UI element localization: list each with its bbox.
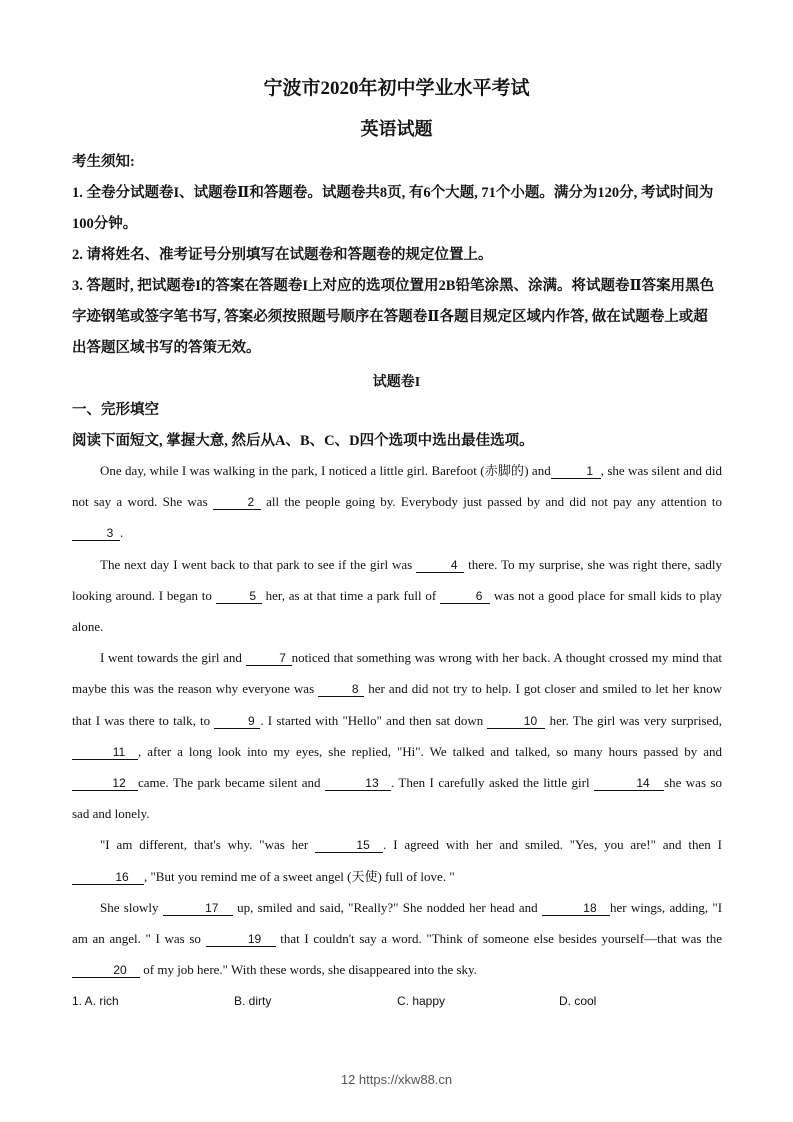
notice-item-1: 1. 全卷分试题卷I、试题卷Ⅱ和答题卷。试题卷共8页, 有6个大题, 71个小题。满分为120分, 考试时间为100分钟。 [72,185,714,232]
passage-text: her, as at that time a park full of [265,587,437,603]
answer-blank-4: 4 [416,558,464,573]
option-a: 1. A. rich [72,994,119,1008]
passage-text: "I am different, that's why. "was her [100,837,309,853]
answer-blank-16: 16 [72,870,144,885]
passage-text: there. To my surprise, she was right there, sadly looking around. I began to [72,556,723,603]
page-footer: 12 https://xkw88.cn [340,1072,453,1087]
passage-text: . [120,525,124,541]
passage-text: she was so sad and lonely. [72,775,722,822]
passage-text: . I started with "Hello" and then sat down [260,712,484,728]
passage-text: that I couldn't say a word. "Think of someone else besides yourself—that was the [280,931,722,947]
option-d: D. cool [559,994,597,1008]
answer-blank-19: 19 [206,932,276,947]
answer-blank-11: 11 [72,745,138,760]
passage-text: was not a good place for small kids to play alone. [72,587,723,635]
paper-label: 试题卷I [372,375,421,390]
passage-text: One day, while I was walking in the park, I noticed a little girl. Barefoot (赤脚的) and [100,463,551,478]
answer-blank-7: 7 [246,651,292,666]
answer-blank-15: 15 [315,838,383,853]
answer-blank-12: 12 [72,776,138,791]
answer-blank-5: 5 [216,589,262,604]
passage-text: of my job here." With these words, she disappeared into the sky. [143,962,477,978]
passage-paragraph-1 [72,455,722,549]
option-c: C. happy [397,994,446,1008]
passage-paragraph-5 [72,892,722,986]
answer-blank-6: 6 [440,589,490,604]
answer-blank-20: 20 [72,963,140,978]
passage-text: up, smiled and said, "Really?" She nodded her head and [237,899,538,915]
exam-subtitle: 英语试题 [360,119,433,139]
answer-blank-18: 18 [542,901,610,916]
answer-blank-2: 2 [213,495,261,510]
answer-blank-17: 17 [163,901,233,916]
passage-text: her and did not try to help. I got closer and smiled to let her know that I was there to talk, to [72,681,722,728]
option-b: B. dirty [234,994,272,1008]
cloze-passage [72,455,722,985]
section-heading [72,395,722,457]
notice-item-2: 2. 请将姓名、准考证号分别填写在试题卷和答题卷的规定位置上。 [72,247,493,263]
passage-text: all the people going by. Everybody just passed by and did not pay any attention to [266,494,722,510]
passage-text: , she was silent and did not say a word. She was [72,463,722,510]
passage-text: The next day I went back to that park to see if the girl was [100,556,413,572]
passage-text: her. The girl was very surprised, [549,712,723,728]
passage-text: , after a long look into my eyes, she replied, "Hi". We talked and talked, so many hours passed by and [138,743,722,759]
passage-paragraph-4 [72,829,722,891]
part-instruction: 阅读下面短文, 掌握大意, 然后从A、B、C、D四个选项中选出最佳选项。 [72,433,534,449]
passage-text: . Then I carefully asked the little girl [390,775,590,791]
passage-paragraph-3 [72,642,722,829]
answer-blank-8: 8 [318,682,364,697]
passage-text: She slowly [100,899,159,915]
passage-text: I went towards the girl and [100,650,242,666]
answer-blank-3: 3 [72,526,120,541]
passage-text: , "But you remind me of a sweet angel (天使) full of love. " [144,868,455,884]
answer-blank-9: 9 [214,714,260,729]
notice-item-3: 3. 答题时, 把试题卷I的答案在答题卷I上对应的选项位置用2B铅笔涂黑、涂满。将试题卷Ⅱ答案用黑色字迹钢笔或签字笔书写, 答案必须按照题号顺序在答题卷Ⅱ各题目规定区域内作答, 做在试题卷上或超出答题区域书写的答策无效。 [72,278,715,356]
notice-heading: 考生须知: [72,154,135,170]
part-title: 一、完形填空 [72,402,159,418]
answer-blank-1: 1 [551,464,601,479]
passage-text: came. The park became silent and [138,775,321,791]
answer-blank-10: 10 [487,714,545,729]
passage-text: noticed that something was wrong with her back. A thought crossed my mind that maybe this was the reason why everyone was [72,650,723,697]
passage-text: . I agreed with her and smiled. "Yes, you are!" and then I [383,837,722,853]
passage-text: her wings, adding, "I am an angel. " I was so [72,899,723,947]
answer-blank-13: 13 [325,776,391,791]
exam-notice [72,147,722,364]
exam-title: 宁波市2020年初中学业水平考试 [263,78,530,99]
answer-blank-14: 14 [594,776,664,791]
passage-paragraph-2 [72,549,722,643]
